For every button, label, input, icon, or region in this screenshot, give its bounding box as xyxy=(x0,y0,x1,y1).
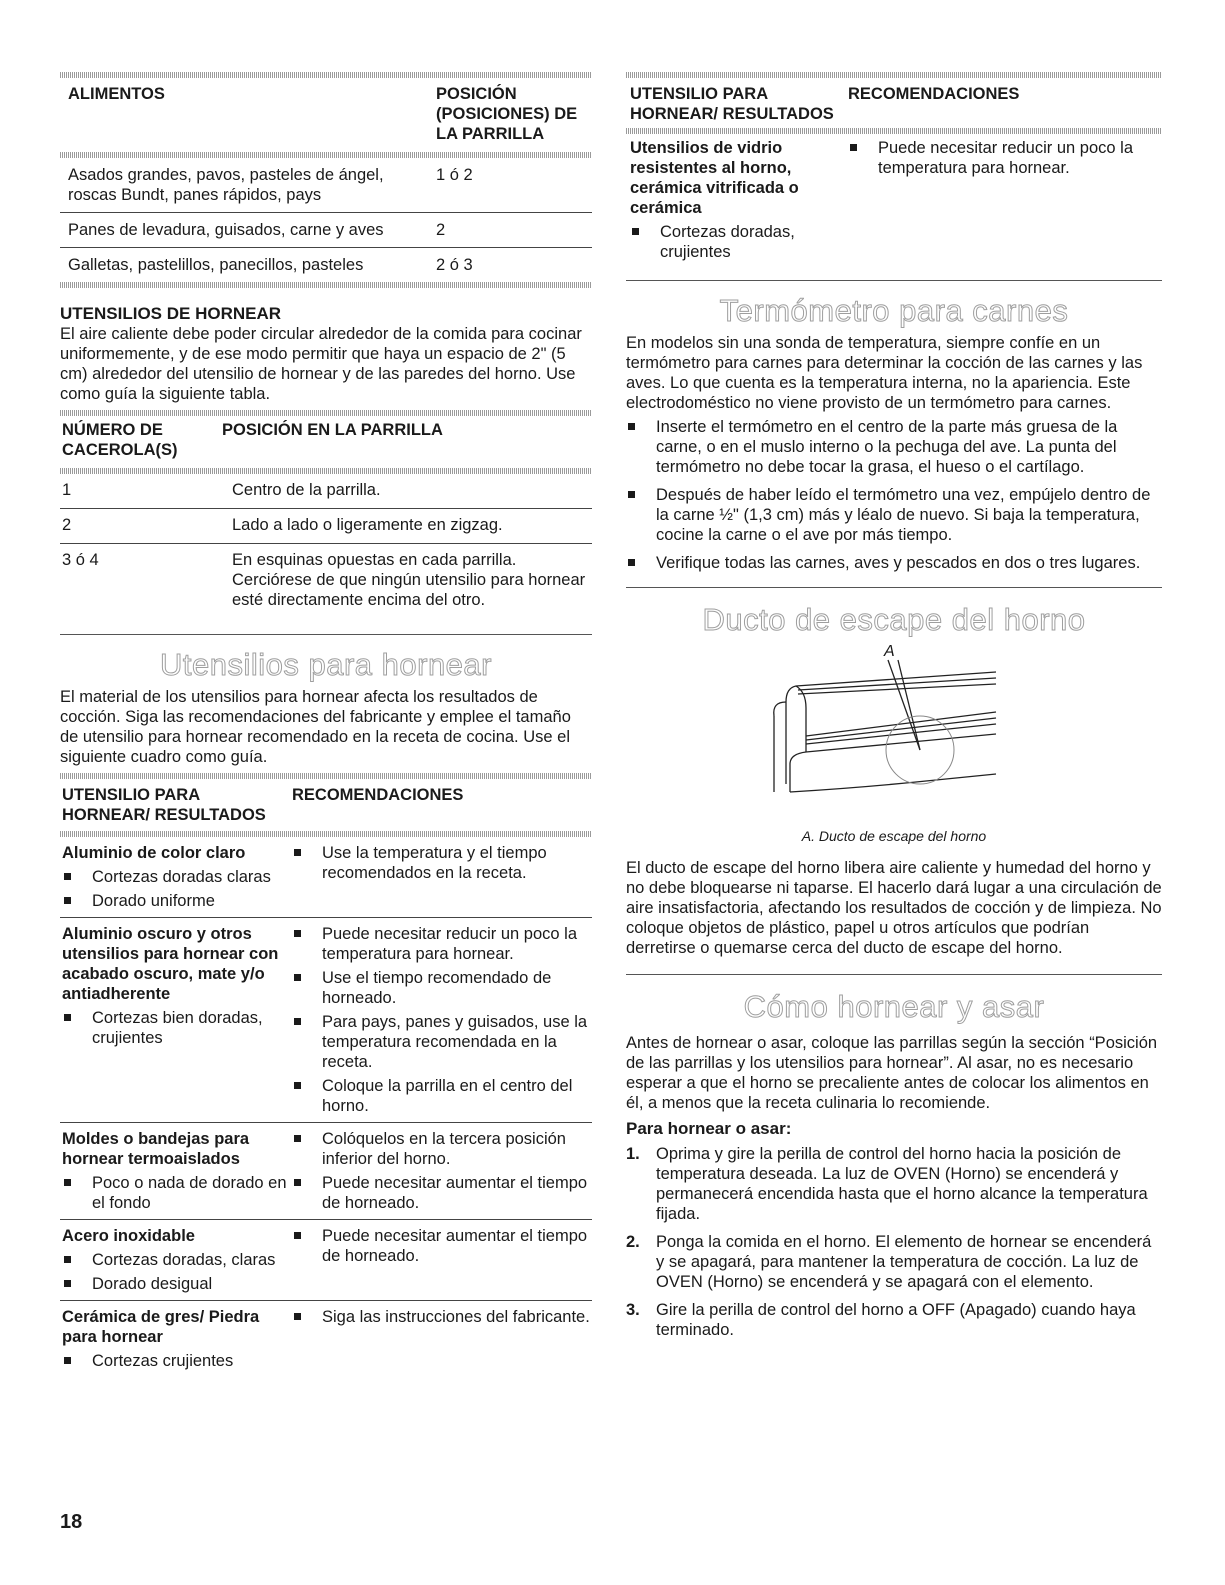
bakeware-table-header xyxy=(60,785,592,825)
section-title-hornear: Cómo hornear y asar xyxy=(743,989,1045,1024)
food-cell: Galletas, pastelillos, panecillos, pasteles xyxy=(68,256,364,274)
rack-position-cell: Centro de la parrilla. xyxy=(232,481,381,499)
termometro-paragraph: En modelos sin una sonda de temperatura, siempre confíe en un termómetro para carnes para determinar la cocción de las carnes y las aves. Lo que cuenta es la temperatura interna, no la apariencia. Este electrodoméstico no viene provisto de un termómetro para carnes. xyxy=(626,334,1143,412)
pan-number-rows xyxy=(60,474,592,618)
recs-cell xyxy=(292,918,592,1123)
table-row xyxy=(60,248,592,283)
header-recomendaciones: RECOMENDACIONES xyxy=(848,85,1020,103)
pan-count-cell: 3 ó 4 xyxy=(62,551,99,569)
rec-item: Puede necesitar aumentar el tiempo de horneado. xyxy=(292,1173,592,1213)
bakeware-paragraph: El aire caliente debe poder circular alrededor de la comida para cocinar uniformemente, y de ese modo permitir que haya un espacio de 2" (5 cm) alrededor del utensilio de hornear y de las paredes del horno. Use como guía la siguiente tabla. xyxy=(60,325,582,403)
utensil-cell xyxy=(60,837,292,918)
utensil-name: Aluminio de color claro xyxy=(62,844,246,862)
result-item: Cortezas doradas claras xyxy=(62,867,292,887)
header-alimentos: ALIMENTOS xyxy=(68,85,165,103)
table-header-row xyxy=(60,84,592,144)
header-posicion: POSICIÓN (POSICIONES) DE LA PARRILLA xyxy=(436,85,578,143)
section-divider xyxy=(626,280,1162,281)
section-divider xyxy=(626,587,1162,588)
table-row xyxy=(626,134,1162,276)
position-cell: 1 ó 2 xyxy=(436,166,473,184)
recs-cell xyxy=(292,1220,592,1301)
recs-cell xyxy=(848,134,1162,276)
recs-cell xyxy=(292,837,592,918)
termometro-list xyxy=(626,417,1162,573)
list-item: Verifique todas las carnes, aves y pescados en dos o tres lugares. xyxy=(626,553,1162,573)
rec-item: Colóquelos en la tercera posición inferior del horno. xyxy=(292,1129,592,1169)
glass-table xyxy=(626,134,1162,276)
section-title-ducto: Ducto de escape del horno xyxy=(702,602,1086,637)
table-row xyxy=(60,158,592,213)
table-row xyxy=(60,213,592,248)
table-top-rule xyxy=(626,72,1162,78)
step-number: 1. xyxy=(626,1145,640,1163)
utensil-name: Aluminio oscuro y otros utensilios para hornear con acabado oscuro, mate y/o antiadherente xyxy=(62,925,279,1003)
header-numero: NÚMERO DE CACEROLA(S) xyxy=(62,421,178,459)
table-top-rule xyxy=(60,410,592,416)
label-a: A xyxy=(884,643,895,660)
table-row xyxy=(60,837,592,918)
table-row xyxy=(60,1301,592,1378)
glass-table-header xyxy=(626,84,1162,124)
section-title-termometro: Termómetro para carnes xyxy=(719,293,1069,328)
step-number: 3. xyxy=(626,1301,640,1319)
utensil-cell xyxy=(60,1301,292,1378)
pan-number-table xyxy=(60,420,592,460)
position-cell: 2 xyxy=(436,221,446,239)
result-item: Dorado uniforme xyxy=(62,891,292,911)
step-text: Gire la perilla de control del horno a OFF (Apagado) cuando haya terminado. xyxy=(656,1301,1136,1339)
table-header-row xyxy=(60,420,592,460)
pan-count-cell: 1 xyxy=(62,481,72,499)
section-divider xyxy=(60,634,592,635)
list-item: Después de haber leído el termómetro una vez, empújelo dentro de la carne ½" (1,3 cm) más y léalo de nuevo. Si baja la temperatura, cocine la carne o el ave por más tiempo. xyxy=(626,485,1162,545)
rec-item: Use el tiempo recomendado de horneado. xyxy=(292,968,592,1008)
rec-item: Para pays, panes y guisados, use la temperatura recomendada en la receta. xyxy=(292,1012,592,1072)
table-row xyxy=(60,1123,592,1220)
step-item xyxy=(626,1144,1162,1224)
result-item: Poco o nada de dorado en el fondo xyxy=(62,1173,292,1213)
table-row xyxy=(60,509,592,544)
oven-vent-icon xyxy=(626,642,1162,820)
utensil-cell xyxy=(60,918,292,1123)
rec-item: Use la temperatura y el tiempo recomendados en la receta. xyxy=(292,843,592,883)
utensilios-paragraph: El material de los utensilios para hornear afecta los resultados de cocción. Siga las recomendaciones del fabricante y emplee el tamaño de utensilio para hornear recomendado en la receta de cocina. Use el siguiente cuadro como guía. xyxy=(60,688,571,766)
step-item xyxy=(626,1232,1162,1292)
rack-position-table xyxy=(60,84,592,144)
position-cell: 2 ó 3 xyxy=(436,256,473,274)
utensil-name: Acero inoxidable xyxy=(62,1227,195,1245)
utensil-name: Utensilios de vidrio resistentes al horno, cerámica vitrificada o cerámica xyxy=(630,139,799,217)
left-column xyxy=(60,72,592,1377)
rec-item: Puede necesitar reducir un poco la temperatura para hornear. xyxy=(292,924,592,964)
food-cell: Asados grandes, pavos, pasteles de ángel, roscas Bundt, panes rápidos, pays xyxy=(68,166,384,204)
bakeware-subtitle: UTENSILIOS DE HORNEAR xyxy=(60,304,282,323)
utensil-cell xyxy=(626,134,848,276)
table-row xyxy=(60,544,592,619)
rec-item: Coloque la parrilla en el centro del horno. xyxy=(292,1076,592,1116)
utensil-name: Moldes o bandejas para hornear termoaislados xyxy=(62,1130,250,1168)
step-text: Oprima y gire la perilla de control del horno hacia la posición de temperatura deseada. La luz de OVEN (Horno) se encenderá y permanecerá encendida hasta que el horno alcance la temperatura fijada. xyxy=(656,1145,1148,1223)
rec-item: Puede necesitar aumentar el tiempo de horneado. xyxy=(292,1226,592,1266)
section-divider xyxy=(626,974,1162,975)
table-header-row xyxy=(60,785,592,825)
vent-illustration xyxy=(626,642,1162,820)
right-column xyxy=(626,72,1162,1340)
recs-cell xyxy=(292,1301,592,1378)
table-top-rule xyxy=(60,72,592,78)
result-item: Cortezas bien doradas, crujientes xyxy=(62,1008,292,1048)
rack-position-rows xyxy=(60,158,592,282)
food-cell: Panes de levadura, guisados, carne y aves xyxy=(68,221,384,239)
bakeware-table xyxy=(60,837,592,1377)
table-row xyxy=(60,918,592,1123)
table-top-rule xyxy=(60,773,592,779)
rack-position-cell: En esquinas opuestas en cada parrilla. Cerciórese de que ningún utensilio para hornear esté directamente encima del otro. xyxy=(232,551,586,609)
utensil-cell xyxy=(60,1123,292,1220)
ducto-paragraph: El ducto de escape del horno libera aire caliente y humedad del horno y no debe bloquearse ni taparse. El hacerlo dará lugar a una circulación de aire insatisfactoria, afectando los resultados de cocción y de limpieza. No coloque objetos de plástico, papel u otros artículos que podrían derretirse o quemarse cerca del ducto de escape del horno. xyxy=(626,859,1162,957)
header-utensilio: UTENSILIO PARA HORNEAR/ RESULTADOS xyxy=(62,786,266,824)
table-bottom-rule xyxy=(60,282,592,288)
step-number: 2. xyxy=(626,1233,640,1251)
table-header-row xyxy=(626,84,1162,124)
rack-position-cell: Lado a lado o ligeramente en zigzag. xyxy=(232,516,503,534)
header-posicion-parrilla: POSICIÓN EN LA PARRILLA xyxy=(222,421,443,439)
table-row xyxy=(60,1220,592,1301)
rec-item: Puede necesitar reducir un poco la temperatura para hornear. xyxy=(848,138,1162,178)
utensil-cell xyxy=(60,1220,292,1301)
header-utensilio: UTENSILIO PARA HORNEAR/ RESULTADOS xyxy=(630,85,834,123)
hornear-paragraph: Antes de hornear o asar, coloque las parrillas según la sección “Posición de las parrillas y los utensilios para hornear”. Al asar, no es necesario esperar a que el horno se precaliente antes de colocar los alimentos en él, a menos que la receta culinaria lo recomiende. xyxy=(626,1034,1158,1112)
section-title-utensilios: Utensilios para hornear xyxy=(159,647,492,682)
result-item: Dorado desigual xyxy=(62,1274,292,1294)
table-row xyxy=(60,474,592,509)
hornear-steps xyxy=(626,1144,1162,1340)
result-item: Cortezas crujientes xyxy=(62,1351,292,1371)
pan-count-cell: 2 xyxy=(62,516,72,534)
step-text: Ponga la comida en el horno. El elemento de hornear se encenderá y se apagará, para mantener la temperatura de cocción. La luz de OVEN (Horno) se encenderá y se apagará con el elemento. xyxy=(656,1233,1152,1291)
page-number: 18 xyxy=(60,1511,83,1533)
header-recomendaciones: RECOMENDACIONES xyxy=(292,786,464,804)
vent-caption: A. Ducto de escape del horno xyxy=(801,828,987,844)
result-item: Cortezas doradas, crujientes xyxy=(630,222,848,262)
step-item xyxy=(626,1300,1162,1340)
result-item: Cortezas doradas, claras xyxy=(62,1250,292,1270)
rec-item: Siga las instrucciones del fabricante. xyxy=(292,1307,592,1327)
utensil-name: Cerámica de gres/ Piedra para hornear xyxy=(62,1308,260,1346)
recs-cell xyxy=(292,1123,592,1220)
hornear-subtitle: Para hornear o asar: xyxy=(626,1119,792,1138)
list-item: Inserte el termómetro en el centro de la parte más gruesa de la carne, o en el muslo interno o la pechuga del ave. La punta del termómetro no debe tocar la grasa, el hueso o el cartílago. xyxy=(626,417,1162,477)
